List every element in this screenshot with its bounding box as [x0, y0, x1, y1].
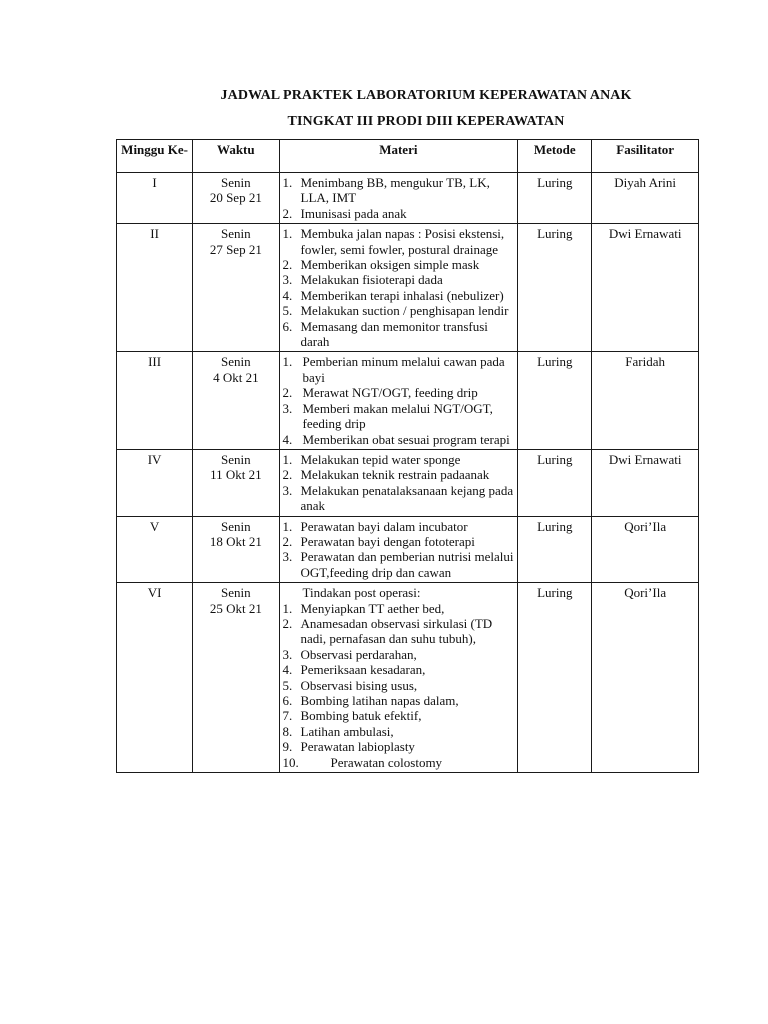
table-row	[117, 583, 699, 773]
item-number: 4.	[282, 431, 293, 447]
date-text: 25 Okt 21	[209, 600, 262, 616]
material-item	[283, 354, 515, 385]
material-item	[283, 755, 515, 770]
facilitator-cell: Faridah	[592, 352, 699, 449]
material-item	[283, 303, 515, 318]
item-number: 3.	[282, 646, 293, 662]
table-row	[117, 449, 699, 516]
item-text: Bombing batuk efektif,	[300, 708, 422, 724]
table-header-row	[117, 140, 699, 173]
item-text: Melakukan fisioterapi dada	[300, 272, 443, 288]
item-number: 4.	[282, 662, 293, 678]
item-number: 10.	[282, 754, 299, 770]
week-cell: IV	[117, 449, 193, 516]
item-text: Melakukan penatalaksanaan kejang pada anak	[300, 482, 514, 514]
item-number: 6.	[282, 318, 293, 334]
material-item	[283, 206, 515, 221]
day-text: Senin	[221, 354, 251, 370]
item-text: Latihan ambulasi,	[300, 723, 394, 739]
material-item	[283, 678, 515, 693]
date-text: 20 Sep 21	[209, 190, 262, 206]
material-item	[283, 534, 515, 549]
material-item	[283, 662, 515, 677]
time-cell	[193, 583, 279, 773]
item-text: Memberikan obat sesuai program terapi	[302, 431, 510, 447]
day-text: Senin	[221, 585, 251, 601]
item-number: 3.	[282, 400, 293, 416]
material-item	[283, 175, 515, 206]
week-cell: II	[117, 224, 193, 352]
method-cell: Luring	[518, 449, 592, 516]
method-cell: Luring	[518, 352, 592, 449]
material-item	[283, 519, 515, 534]
item-text: Melakukan teknik restrain padaanak	[300, 467, 490, 483]
material-item	[283, 708, 515, 723]
item-number: 7.	[282, 708, 293, 724]
date-text: 4 Okt 21	[213, 369, 259, 385]
item-text: Anamesadan observasi sirkulasi (TD nadi, pernafasan dan suhu tubuh),	[300, 615, 493, 647]
time-cell	[193, 224, 279, 352]
item-number: 1.	[282, 226, 293, 242]
item-number: 2.	[282, 467, 293, 483]
item-number: 2.	[282, 533, 293, 549]
item-number: 3.	[282, 272, 293, 288]
item-text: Observasi perdarahan,	[300, 646, 417, 662]
material-cell	[279, 352, 518, 449]
material-item	[283, 226, 515, 257]
material-item	[283, 616, 515, 647]
item-number: 4.	[282, 287, 293, 303]
material-item	[283, 549, 515, 580]
item-number: 2.	[282, 257, 293, 273]
time-cell	[193, 173, 279, 224]
date-text: 27 Sep 21	[209, 241, 262, 257]
header-facilitator: Fasilitator	[592, 140, 699, 173]
method-cell: Luring	[518, 173, 592, 224]
item-text: Perawatan bayi dengan fototerapi	[300, 533, 475, 549]
material-cell	[279, 173, 518, 224]
material-cell	[279, 449, 518, 516]
item-text: Melakukan tepid water sponge	[300, 451, 461, 467]
material-item	[283, 693, 515, 708]
facilitator-cell: Qori’Ila	[592, 583, 699, 773]
item-text: Memberikan oksigen simple mask	[300, 257, 480, 273]
item-number: 1.	[282, 600, 293, 616]
time-cell	[193, 516, 279, 583]
schedule-body	[117, 173, 699, 773]
date-text: 11 Okt 21	[210, 467, 262, 483]
material-item	[283, 288, 515, 303]
item-number: 2.	[282, 205, 293, 221]
week-cell: V	[117, 516, 193, 583]
item-number: 1.	[282, 451, 293, 467]
table-row	[117, 352, 699, 449]
material-item	[283, 647, 515, 662]
item-text: Memasang dan memonitor transfusi darah	[300, 318, 488, 350]
item-text: Perawatan labioplasty	[300, 739, 415, 755]
item-number: 1.	[282, 518, 293, 534]
day-text: Senin	[221, 451, 251, 467]
facilitator-cell: Dwi Ernawati	[592, 224, 699, 352]
material-item	[283, 452, 515, 467]
header-week: Minggu Ke-	[117, 140, 193, 173]
material-item	[283, 257, 515, 272]
item-number: 2.	[282, 615, 293, 631]
day-text: Senin	[221, 226, 251, 242]
item-text: Menyiapkan TT aether bed,	[300, 600, 445, 616]
item-number: 3.	[282, 482, 293, 498]
item-text: Memberi makan melalui NGT/OGT, feeding drip	[302, 400, 493, 432]
time-cell	[193, 352, 279, 449]
material-item	[283, 385, 515, 400]
item-text: Menimbang BB, mengukur TB, LK, LLA, IMT	[300, 175, 490, 206]
method-cell: Luring	[518, 583, 592, 773]
item-number: 5.	[282, 677, 293, 693]
time-cell	[193, 449, 279, 516]
material-item	[283, 272, 515, 287]
material-cell	[279, 516, 518, 583]
document-title: JADWAL PRAKTEK LABORATORIUM KEPERAWATAN ANAK	[220, 88, 632, 103]
item-number: 1.	[282, 354, 293, 370]
item-number: 9.	[282, 739, 293, 755]
table-row	[117, 516, 699, 583]
item-number: 8.	[282, 723, 293, 739]
week-cell: VI	[117, 583, 193, 773]
facilitator-cell: Dwi Ernawati	[592, 449, 699, 516]
facilitator-cell: Diyah Arini	[592, 173, 699, 224]
item-text: Imunisasi pada anak	[300, 205, 407, 221]
item-text: Perawatan dan pemberian nutrisi melalui OGT,feeding drip dan cawan	[300, 549, 514, 580]
material-intro: Tindakan post operasi:	[302, 585, 421, 601]
item-text: Observasi bising usus,	[300, 677, 418, 693]
facilitator-cell: Qori’Ila	[592, 516, 699, 583]
item-number: 3.	[282, 549, 293, 565]
table-row	[117, 173, 699, 224]
day-text: Senin	[221, 518, 251, 534]
material-item	[283, 401, 515, 432]
material-item	[283, 319, 515, 350]
item-number: 2.	[282, 385, 293, 401]
material-cell	[279, 224, 518, 352]
method-cell: Luring	[518, 224, 592, 352]
item-text: Pemeriksaan kesadaran,	[300, 662, 426, 678]
item-text: Pemberian minum melalui cawan pada bayi	[302, 354, 505, 385]
method-cell: Luring	[518, 516, 592, 583]
item-text: Merawat NGT/OGT, feeding drip	[302, 385, 478, 401]
table-row	[117, 224, 699, 352]
material-item	[283, 739, 515, 754]
material-item	[283, 601, 515, 616]
header-time: Waktu	[193, 140, 279, 173]
item-number: 6.	[282, 693, 293, 708]
header-material: Materi	[279, 140, 518, 173]
document-subtitle: TINGKAT III PRODI DIII KEPERAWATAN	[287, 114, 565, 129]
item-text: Melakukan suction / penghisapan lendir	[300, 303, 509, 319]
item-text: Bombing latihan napas dalam,	[300, 693, 459, 708]
week-cell: III	[117, 352, 193, 449]
material-cell	[279, 583, 518, 773]
week-cell: I	[117, 173, 193, 224]
material-item	[283, 432, 515, 447]
material-item	[283, 724, 515, 739]
material-item	[283, 467, 515, 482]
item-text: Membuka jalan napas : Posisi ekstensi, fowler, semi fowler, postural drainage	[300, 226, 505, 257]
item-number: 5.	[282, 303, 293, 319]
item-number: 1.	[282, 175, 293, 190]
item-text: Memberikan terapi inhalasi (nebulizer)	[300, 287, 504, 303]
item-text: Perawatan colostomy	[330, 754, 443, 770]
material-item	[283, 483, 515, 514]
item-text: Perawatan bayi dalam incubator	[300, 518, 468, 534]
header-method: Metode	[518, 140, 592, 173]
date-text: 18 Okt 21	[209, 533, 262, 549]
day-text: Senin	[221, 175, 251, 190]
schedule-table	[116, 139, 699, 773]
